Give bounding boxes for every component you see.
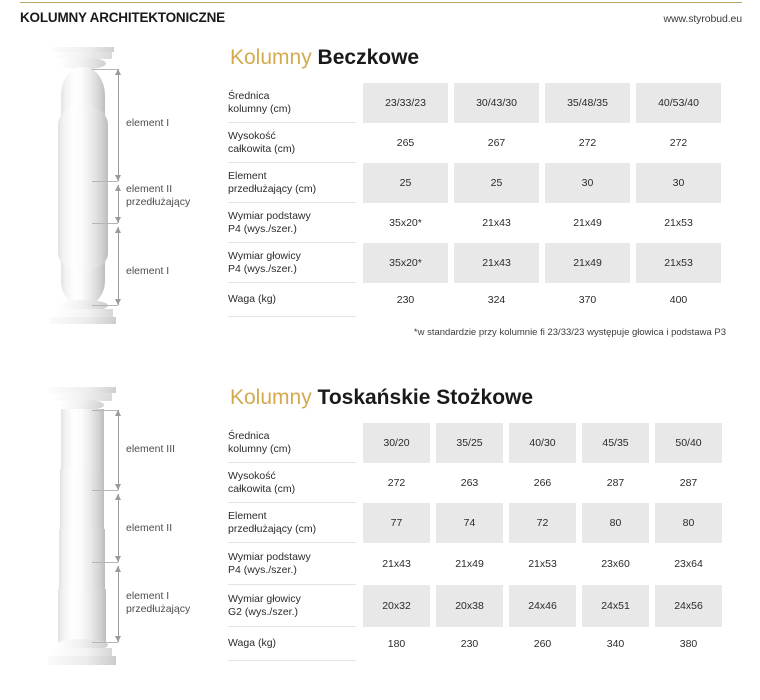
illustration-label-2-line1: element I xyxy=(126,590,170,602)
row-label: Element przedłużający (cm) xyxy=(228,503,356,543)
table-row xyxy=(228,543,725,585)
table-row xyxy=(228,163,724,203)
table-cell: 40/30 xyxy=(506,423,579,463)
table-cell: 24x56 xyxy=(652,585,725,627)
illustration-label-0 xyxy=(126,117,169,130)
toskanskie-title-bold: Toskańskie Stożkowe xyxy=(317,386,534,409)
illustration-label-1-line1: element II xyxy=(126,522,173,534)
table-cell: 23/33/23 xyxy=(360,83,451,123)
table-cell: 380 xyxy=(652,627,725,661)
illustration-label-1-line2: przedłużający xyxy=(126,196,191,208)
table-row xyxy=(228,503,725,543)
toskanskie-table-title xyxy=(230,385,728,411)
table-cell: 30 xyxy=(542,163,633,203)
table-cell: 77 xyxy=(360,503,433,543)
table-cell: 74 xyxy=(433,503,506,543)
page-title: KOLUMNY ARCHITEKTONICZNE xyxy=(20,10,225,25)
dimension-line-element-1a xyxy=(118,69,119,181)
table-cell: 35x20* xyxy=(360,243,451,283)
table-cell: 370 xyxy=(542,283,633,317)
row-label: Wysokość całkowita (cm) xyxy=(228,463,356,503)
table-cell: 72 xyxy=(506,503,579,543)
toskanskie-spec-table xyxy=(228,423,725,661)
beczkowe-title-bold: Beczkowe xyxy=(317,46,420,69)
illustration-label-0-line1: element III xyxy=(126,443,176,455)
table-cell: 23x64 xyxy=(652,543,725,585)
table-row xyxy=(228,203,724,243)
table-cell: 287 xyxy=(652,463,725,503)
illustration-label-2 xyxy=(126,590,190,616)
table-cell: 324 xyxy=(451,283,542,317)
barrel-column-illustration xyxy=(30,45,225,355)
dimension-line-element-1c xyxy=(118,566,119,642)
table-cell: 40/53/40 xyxy=(633,83,724,123)
table-cell: 30/43/30 xyxy=(451,83,542,123)
table-row xyxy=(228,423,725,463)
table-cell: 287 xyxy=(579,463,652,503)
table-cell: 21x49 xyxy=(433,543,506,585)
row-label: Waga (kg) xyxy=(228,627,356,661)
dimension-line-element-2b xyxy=(118,494,119,562)
table-cell: 21x43 xyxy=(360,543,433,585)
table-cell: 340 xyxy=(579,627,652,661)
tuscan-column-illustration xyxy=(30,385,225,700)
table-cell: 30/20 xyxy=(360,423,433,463)
row-label: Wymiar głowicy P4 (wys./szer.) xyxy=(228,243,356,283)
table-cell: 272 xyxy=(633,123,724,163)
table-cell: 21x53 xyxy=(506,543,579,585)
table-cell: 260 xyxy=(506,627,579,661)
table-cell: 50/40 xyxy=(652,423,725,463)
illustration-label-1 xyxy=(126,183,190,209)
table-cell: 272 xyxy=(360,463,433,503)
table-row xyxy=(228,123,724,163)
row-label: Waga (kg) xyxy=(228,283,356,317)
table-cell: 25 xyxy=(451,163,542,203)
table-row xyxy=(228,83,724,123)
row-label: Wymiar podstawy P4 (wys./szer.) xyxy=(228,543,356,585)
table-cell: 35/48/35 xyxy=(542,83,633,123)
table-cell: 24x51 xyxy=(579,585,652,627)
row-label: Średnica kolumny (cm) xyxy=(228,423,356,463)
illustration-label-2-line1: element I xyxy=(126,265,170,277)
table-cell: 267 xyxy=(451,123,542,163)
table-cell: 230 xyxy=(433,627,506,661)
table-cell: 25 xyxy=(360,163,451,203)
table-cell: 45/35 xyxy=(579,423,652,463)
table-cell: 35x20* xyxy=(360,203,451,243)
table-cell: 35/25 xyxy=(433,423,506,463)
table-cell: 266 xyxy=(506,463,579,503)
table-row xyxy=(228,627,725,661)
table-cell: 24x46 xyxy=(506,585,579,627)
table-row xyxy=(228,463,725,503)
table-cell: 265 xyxy=(360,123,451,163)
toskanskie-table-wrap xyxy=(228,385,728,661)
top-accent-rule xyxy=(20,2,742,3)
toskanskie-title-light: Kolumny xyxy=(230,386,312,409)
beczkowe-title-light: Kolumny xyxy=(230,46,312,69)
table-cell: 21x43 xyxy=(451,203,542,243)
illustration-label-2-line2: przedłużający xyxy=(126,603,191,615)
illustration-label-0 xyxy=(126,443,175,456)
table-cell: 80 xyxy=(652,503,725,543)
table-cell: 21x53 xyxy=(633,203,724,243)
illustration-label-2 xyxy=(126,265,169,278)
row-label: Wysokość całkowita (cm) xyxy=(228,123,356,163)
row-label: Średnica kolumny (cm) xyxy=(228,83,356,123)
table-cell: 400 xyxy=(633,283,724,317)
illustration-label-0-line1: element I xyxy=(126,117,170,129)
table-cell: 272 xyxy=(542,123,633,163)
table-row xyxy=(228,283,724,317)
row-label: Wymiar głowicy G2 (wys./szer.) xyxy=(228,585,356,627)
section-beczkowe xyxy=(0,45,760,355)
table-cell: 20x32 xyxy=(360,585,433,627)
row-label: Wymiar podstawy P4 (wys./szer.) xyxy=(228,203,356,243)
table-cell: 263 xyxy=(433,463,506,503)
site-url: www.styrobud.eu xyxy=(663,13,742,25)
dimension-line-element-1b xyxy=(118,227,119,305)
table-row xyxy=(228,585,725,627)
table-cell: 80 xyxy=(579,503,652,543)
section-toskanskie-stozkowe xyxy=(0,385,760,700)
beczkowe-table-title xyxy=(230,45,728,71)
row-label: Element przedłużający (cm) xyxy=(228,163,356,203)
table-cell: 21x49 xyxy=(542,243,633,283)
table-cell: 23x60 xyxy=(579,543,652,585)
illustration-label-1-line1: element II xyxy=(126,183,173,195)
beczkowe-spec-table xyxy=(228,83,724,317)
table-row xyxy=(228,243,724,283)
table-cell: 230 xyxy=(360,283,451,317)
beczkowe-table-wrap xyxy=(228,45,728,338)
dimension-line-element-3 xyxy=(118,410,119,490)
table-cell: 20x38 xyxy=(433,585,506,627)
table-cell: 21x49 xyxy=(542,203,633,243)
beczkowe-table-footnote: *w standardzie przy kolumnie fi 23/33/23 występuje głowica i podstawa P3 xyxy=(413,327,726,338)
table-cell: 21x43 xyxy=(451,243,542,283)
table-cell: 30 xyxy=(633,163,724,203)
table-cell: 180 xyxy=(360,627,433,661)
table-cell: 21x53 xyxy=(633,243,724,283)
illustration-label-1 xyxy=(126,522,172,535)
page-header xyxy=(0,10,760,36)
